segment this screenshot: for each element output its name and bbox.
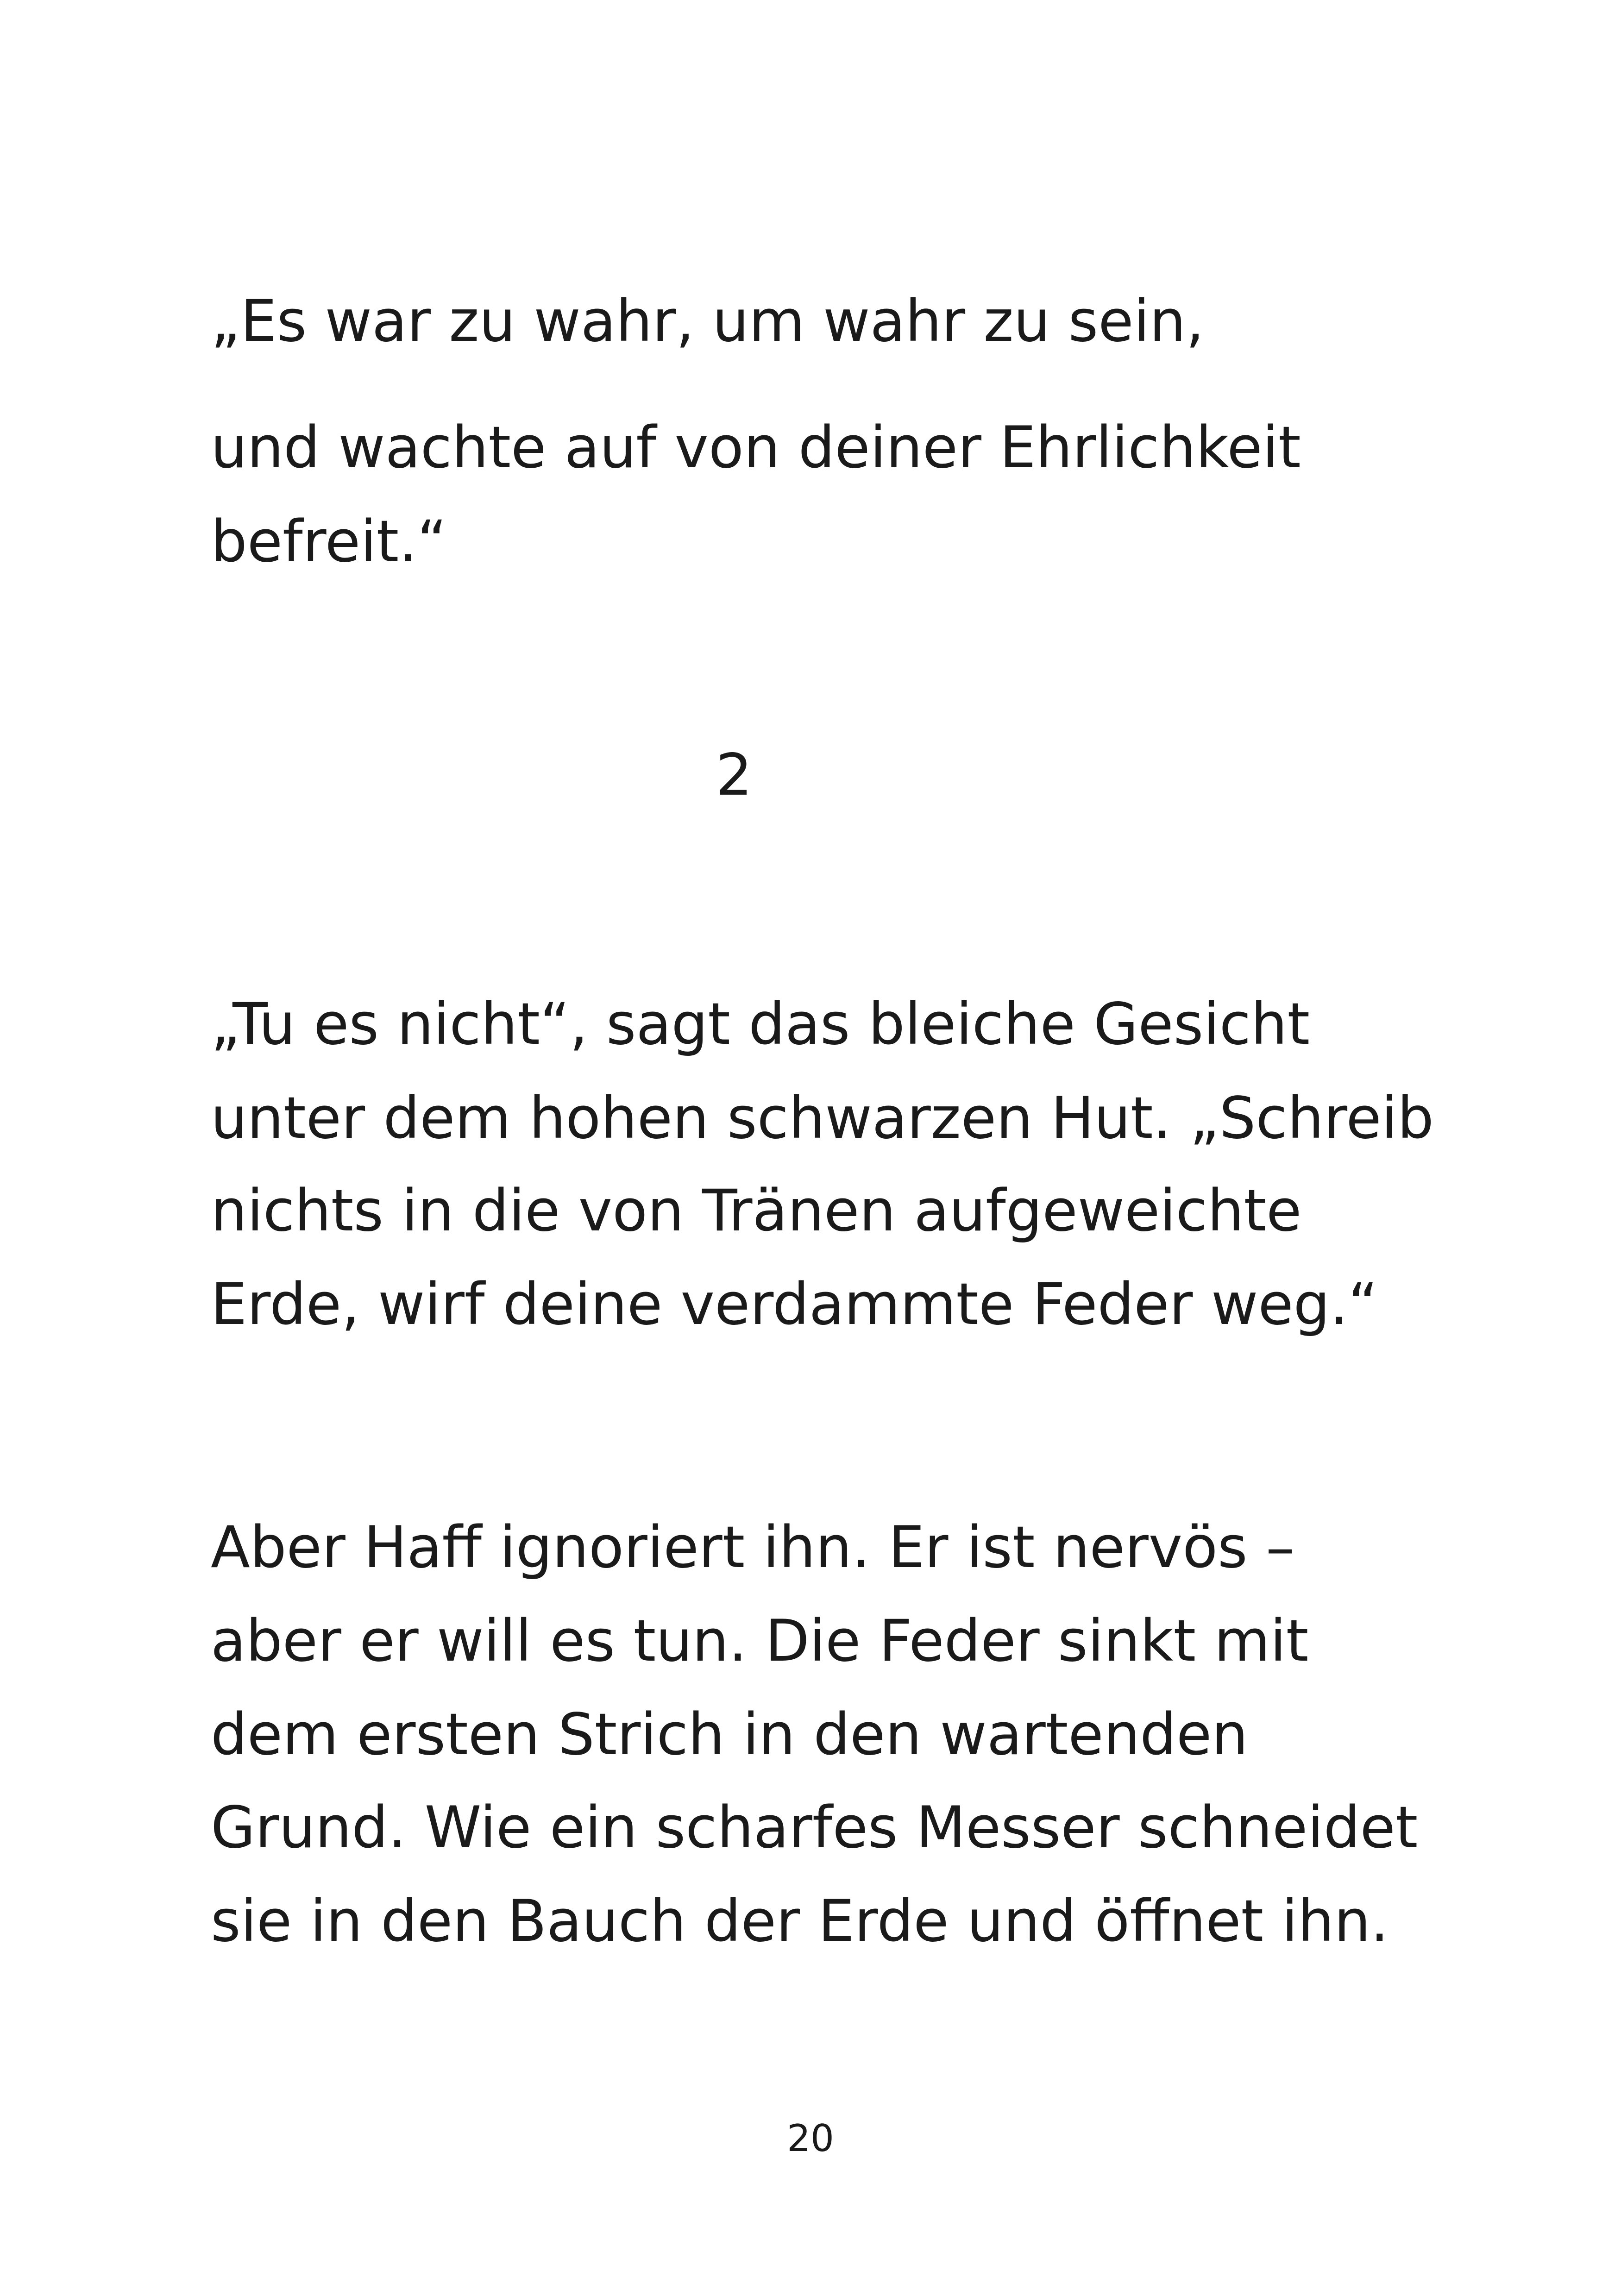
paragraph-line: „Tu es nicht“, sagt das bleiche Gesicht [211, 991, 1310, 1058]
paragraph-line: Erde, wirf deine verdammte Feder weg.“ [211, 1271, 1378, 1338]
paragraph-line: sie in den Bauch der Erde und öffnet ihn. [211, 1888, 1389, 1955]
paragraph-line: Aber Haff ignoriert ihn. Er ist nervös – [211, 1514, 1295, 1581]
paragraph-line: aber er will es tun. Die Feder sinkt mit [211, 1608, 1309, 1675]
paragraph-line: Grund. Wie ein scharfes Messer schneidet [211, 1794, 1418, 1861]
paragraph-line: nichts in die von Tränen aufgeweichte [211, 1178, 1302, 1244]
page-number: 20 [787, 2117, 834, 2160]
paragraph-line: unter dem hohen schwarzen Hut. „Schreib [211, 1085, 1434, 1152]
quote-line: und wachte auf von deiner Ehrlichkeit [211, 414, 1301, 481]
quote-line: befreit.“ [211, 508, 447, 575]
paragraph-line: dem ersten Strich in den wartenden [211, 1701, 1248, 1768]
quote-line: „Es war zu wahr, um wahr zu sein, [211, 288, 1204, 355]
section-number: 2 [716, 742, 753, 809]
